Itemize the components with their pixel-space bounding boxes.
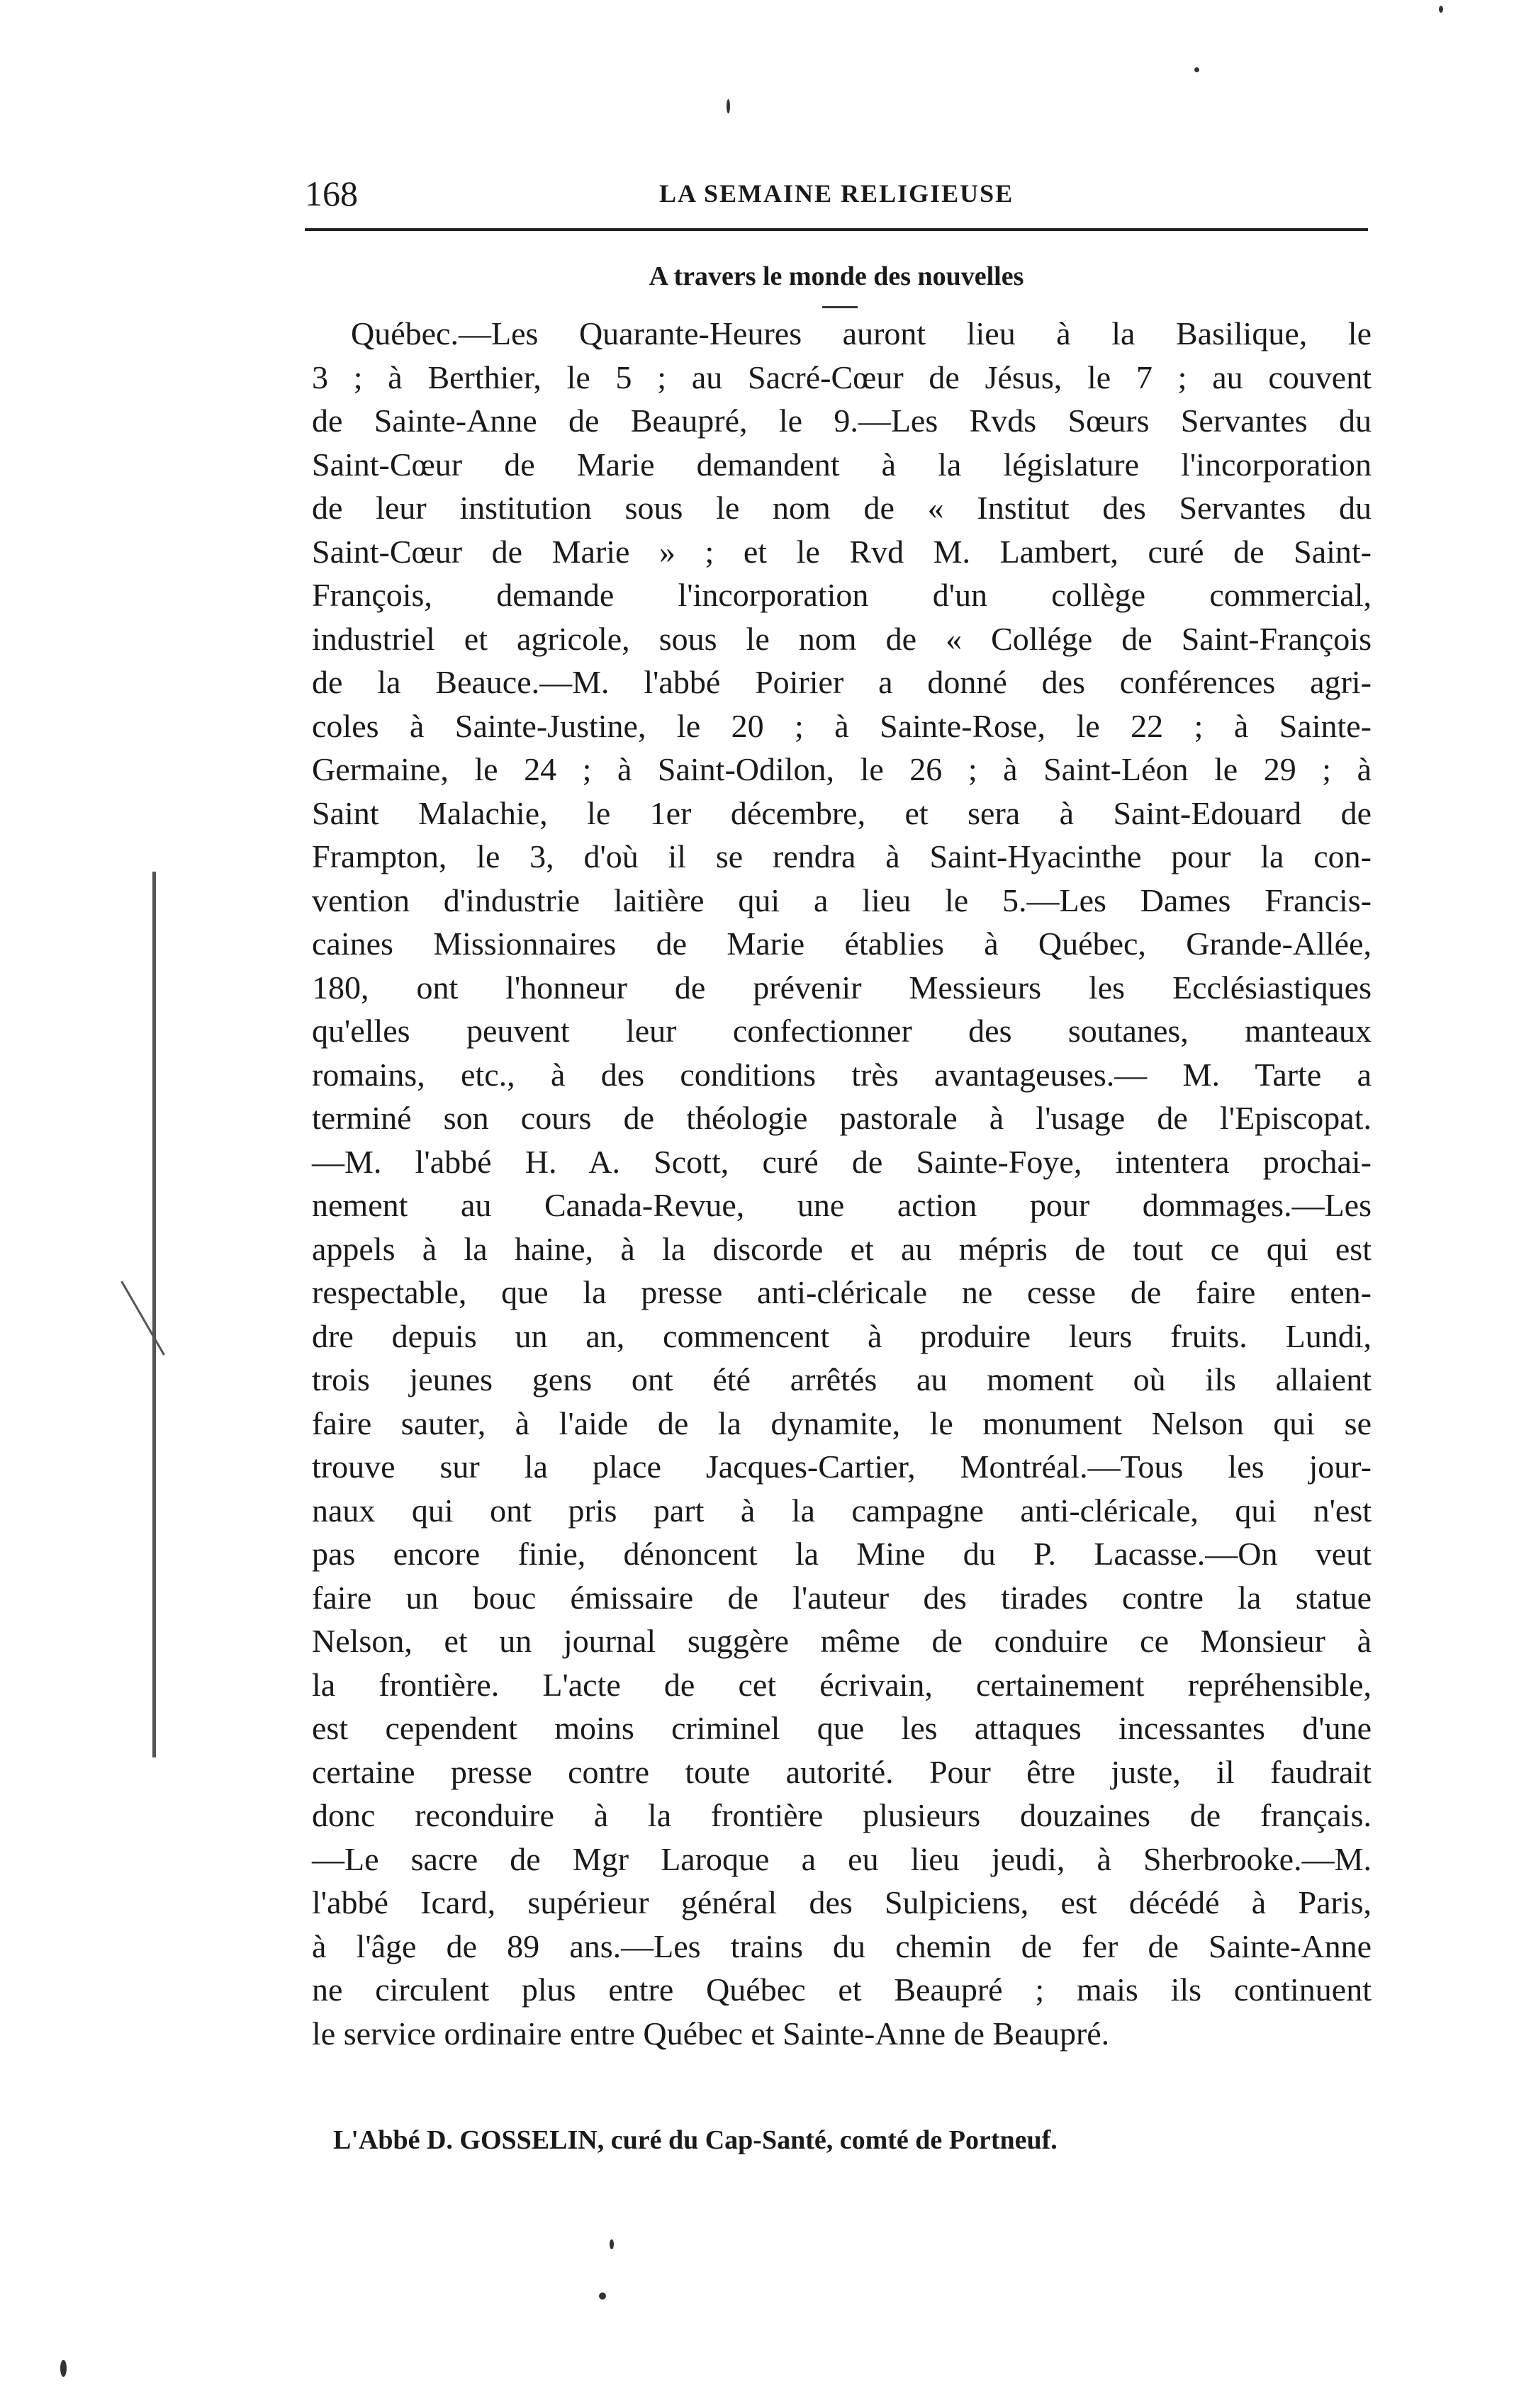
body-line: Saint-Cœur de Marie » ; et le Rvd M. Lambert, curé de Saint-: [312, 533, 1372, 570]
body-line: appels à la haine, à la discorde et au mépris de tout ce qui est: [312, 1230, 1372, 1267]
body-line: certaine presse contre toute autorité. Pour être juste, il faudrait: [312, 1753, 1372, 1790]
body-line: naux qui ont pris part à la campagne anti-cléricale, qui n'est: [312, 1492, 1372, 1529]
body-line: de Sainte-Anne de Beaupré, le 9.—Les Rvds Sœurs Servantes du: [312, 403, 1372, 439]
body-line: trouve sur la place Jacques-Cartier, Montréal.—Tous les jour-: [312, 1448, 1372, 1485]
body-line: pas encore finie, dénoncent la Mine du P. Lacasse.—On veut: [312, 1536, 1372, 1572]
article-body: [312, 312, 1372, 2055]
body-line: terminé son cours de théologie pastorale à l'usage de l'Episcopat.: [312, 1100, 1372, 1136]
section-title: A travers le monde des nouvelles: [649, 261, 1024, 291]
body-line: Saint Malachie, le 1er décembre, et sera à Saint-Edouard de: [312, 794, 1372, 831]
scan-margin-line: [120, 1281, 165, 1355]
body-line: de leur institution sous le nom de « Institut des Servantes du: [312, 490, 1372, 526]
running-title: LA SEMAINE RELIGIEUSE: [659, 179, 1014, 208]
header-rule: [305, 228, 1368, 231]
body-line: Nelson, et un journal suggère même de conduire ce Monsieur à: [312, 1623, 1372, 1659]
body-line: Frampton, le 3, d'où il se rendra à Saint-Hyacinthe pour la con-: [312, 838, 1372, 874]
body-line: l'abbé Icard, supérieur général des Sulpiciens, est décédé à Paris,: [312, 1884, 1372, 1920]
body-line: dre depuis un an, commencent à produire leurs fruits. Lundi,: [312, 1317, 1372, 1354]
body-line: François, demande l'incorporation d'un collège commercial,: [312, 577, 1372, 613]
body-line: —Le sacre de Mgr Laroque a eu lieu jeudi, à Sherbrooke.—M.: [312, 1840, 1372, 1877]
body-line: faire sauter, à l'aide de la dynamite, le monument Nelson qui se: [312, 1405, 1372, 1441]
body-line: romains, etc., à des conditions très avantageuses.— M. Tarte a: [312, 1056, 1372, 1093]
body-line: 180, ont l'honneur de prévenir Messieurs les Ecclésiastiques: [312, 969, 1372, 1006]
body-line: à l'âge de 89 ans.—Les trains du chemin de fer de Sainte-Anne: [312, 1928, 1372, 1964]
scan-margin-line: [152, 872, 156, 1757]
body-line: Saint-Cœur de Marie demandent à la législature l'incorporation: [312, 446, 1372, 483]
body-line: est cependent moins criminel que les attaques incessantes d'une: [312, 1710, 1372, 1746]
body-line: qu'elles peuvent leur confectionner des soutanes, manteaux: [312, 1013, 1372, 1049]
body-line: ne circulent plus entre Québec et Beaupré ; mais ils continuent: [312, 1971, 1372, 2008]
scan-speck: [599, 2292, 606, 2300]
body-line: —M. l'abbé H. A. Scott, curé de Sainte-Foye, intentera prochai-: [312, 1143, 1372, 1180]
scan-speck: [60, 2360, 67, 2377]
body-line: Québec.—Les Quarante-Heures auront lieu à la Basilique, le: [351, 315, 1372, 351]
body-line: faire un bouc émissaire de l'auteur des tirades contre la statue: [312, 1579, 1372, 1616]
author-signature: L'Abbé D. GOSSELIN, curé du Cap-Santé, comté de Portneuf.: [333, 2125, 1058, 2155]
body-line: le service ordinaire entre Québec et Sainte-Anne de Beaupré.: [312, 2015, 1110, 2052]
body-line: la frontière. L'acte de cet écrivain, certainement repréhensible,: [312, 1666, 1372, 1703]
body-line: industriel et agricole, sous le nom de « Collége de Saint-François: [312, 620, 1372, 657]
page-header: [305, 169, 1368, 218]
scan-speck: [1439, 6, 1443, 13]
scan-speck: [1194, 67, 1199, 72]
body-line: respectable, que la presse anti-cléricale ne cesse de faire enten-: [312, 1274, 1372, 1310]
body-line: donc reconduire à la frontière plusieurs douzaines de français.: [312, 1797, 1372, 1833]
body-line: coles à Sainte-Justine, le 20 ; à Sainte-Rose, le 22 ; à Sainte-: [312, 707, 1372, 744]
body-line: vention d'industrie laitière qui a lieu le 5.—Les Dames Francis-: [312, 882, 1372, 918]
body-line: nement au Canada-Revue, une action pour dommages.—Les: [312, 1187, 1372, 1223]
body-line: de la Beauce.—M. l'abbé Poirier a donné des conférences agri-: [312, 664, 1372, 700]
section-rule: [822, 306, 858, 308]
scan-speck: [610, 2239, 614, 2249]
body-line: Germaine, le 24 ; à Saint-Odilon, le 26 ; à Saint-Léon le 29 ; à: [312, 751, 1372, 787]
body-line: 3 ; à Berthier, le 5 ; au Sacré-Cœur de Jésus, le 7 ; au couvent: [312, 359, 1372, 395]
body-line: caines Missionnaires de Marie établies à Québec, Grande-Allée,: [312, 925, 1372, 962]
body-line: trois jeunes gens ont été arrêtés au moment où ils allaient: [312, 1361, 1372, 1397]
page-number: 168: [305, 174, 358, 213]
scan-speck: [727, 99, 730, 113]
